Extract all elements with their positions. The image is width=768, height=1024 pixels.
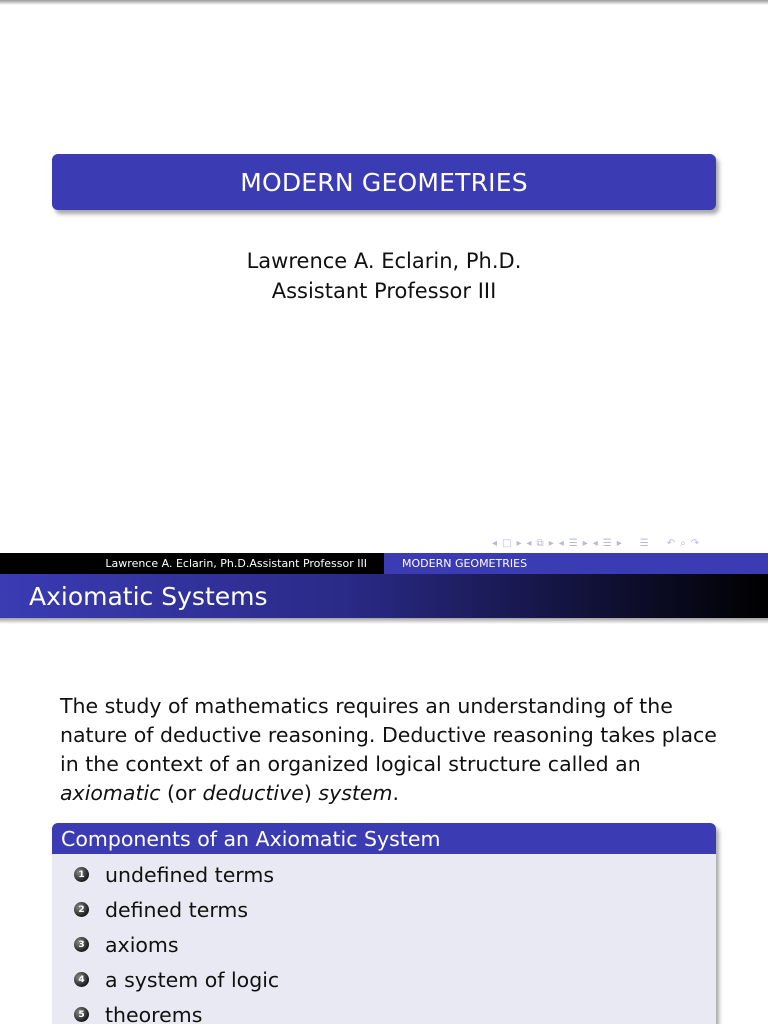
frame-title: Axiomatic Systems xyxy=(29,581,268,611)
list-item-label: a system of logic xyxy=(105,967,280,992)
components-list xyxy=(52,854,716,1024)
number-ball-icon: 2 xyxy=(74,902,89,917)
list-item-label: axioms xyxy=(105,932,179,957)
list-item-label: defined terms xyxy=(105,897,249,922)
nav-section-icon[interactable]: ⧉ xyxy=(536,538,544,549)
nav-align-icon[interactable]: ☰ xyxy=(639,538,649,549)
nav-prev-subsection-icon[interactable]: ◂ xyxy=(592,538,598,549)
term-system: system xyxy=(318,781,393,805)
nav-next-slide-icon[interactable]: ▸ xyxy=(516,538,522,549)
intro-paragraph xyxy=(60,692,720,808)
headline-title: MODERN GEOMETRIES xyxy=(384,553,768,574)
paragraph-text: . xyxy=(392,781,400,805)
paragraph-text: The study of mathematics requires an understanding of the nature of deductive reasoning. Deductive reasoning takes place in the context of an organized logical structure called an xyxy=(60,694,717,776)
top-shadow xyxy=(0,0,768,5)
components-block xyxy=(52,823,716,1024)
nav-prev-subsection-icon[interactable]: ◂ xyxy=(558,538,564,549)
list-item xyxy=(74,962,716,997)
slide-headline xyxy=(0,553,768,574)
paragraph-text: (or xyxy=(160,781,203,805)
nav-prev-section-icon[interactable]: ◂ xyxy=(526,538,532,549)
beamer-navigation xyxy=(492,537,699,551)
nav-search-icon[interactable]: ⌕ xyxy=(680,538,686,549)
list-item xyxy=(74,997,716,1024)
term-axiomatic: axiomatic xyxy=(60,781,161,805)
author-position: Assistant Professor III xyxy=(271,279,497,303)
presentation-title: MODERN GEOMETRIES xyxy=(240,167,528,197)
nav-next-subsection-icon[interactable]: ▸ xyxy=(582,538,588,549)
paragraph-text: ) xyxy=(303,781,319,805)
author-name: Lawrence A. Eclarin, Ph.D. xyxy=(246,249,522,273)
frametitle-shadow xyxy=(0,618,768,624)
headline-author: Lawrence A. Eclarin, Ph.D.Assistant Professor III xyxy=(0,553,384,574)
list-item xyxy=(74,892,716,927)
nav-frame-icon[interactable]: □ xyxy=(502,538,512,549)
list-item xyxy=(74,857,716,892)
list-item xyxy=(74,927,716,962)
nav-undo-icon[interactable]: ↶ xyxy=(666,538,676,549)
list-item-label: undefined terms xyxy=(105,862,275,887)
term-deductive: deductive xyxy=(202,781,304,805)
nav-subsection-icon[interactable]: ☰ xyxy=(602,538,612,549)
nav-redo-icon[interactable]: ↷ xyxy=(690,538,700,549)
block-title: Components of an Axiomatic System xyxy=(52,823,716,854)
nav-next-subsection-icon[interactable]: ▸ xyxy=(616,538,622,549)
number-ball-icon: 1 xyxy=(74,867,89,882)
list-item-label: theorems xyxy=(105,1002,203,1024)
nav-prev-slide-icon[interactable]: ◂ xyxy=(492,538,498,549)
title-box xyxy=(52,154,716,210)
number-ball-icon: 5 xyxy=(74,1007,89,1022)
number-ball-icon: 3 xyxy=(74,937,89,952)
number-ball-icon: 4 xyxy=(74,972,89,987)
frametitle-bar xyxy=(0,574,768,618)
content-slide xyxy=(0,553,768,1024)
nav-subsection-icon[interactable]: ☰ xyxy=(568,538,578,549)
nav-next-section-icon[interactable]: ▸ xyxy=(548,538,554,549)
